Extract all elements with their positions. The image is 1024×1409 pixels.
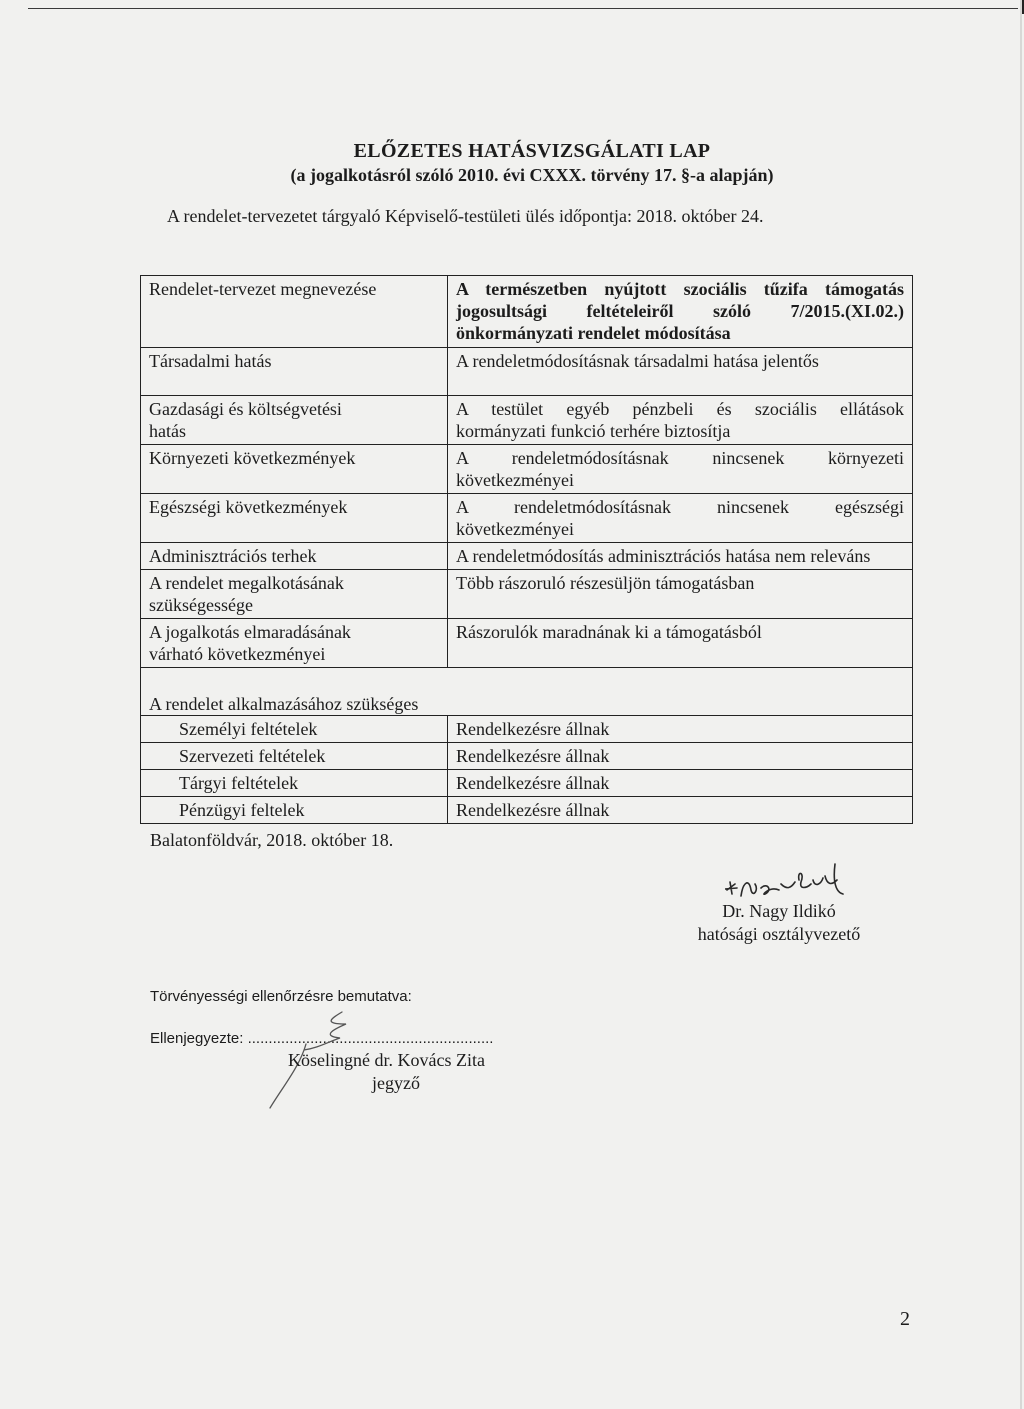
requirement-value: Rendelkezésre állnak (448, 743, 913, 770)
value-line: A testület egyéb pénzbeli és szociális ellátások (456, 399, 904, 419)
document-title: ELŐZETES HATÁSVIZSGÁLATI LAP (353, 140, 711, 162)
row-value: Rászorulók maradnának ki a támogatásból (448, 619, 913, 668)
table-row (141, 494, 913, 543)
value-line: kormányzati funkció terhére biztosítja (456, 421, 731, 441)
signer-title: hatósági osztályvezető (697, 924, 861, 944)
requirement-value: Rendelkezésre állnak (448, 716, 913, 743)
value-line: jogosultsági feltételeiről szóló 7/2015.(XI.02.) (456, 301, 904, 321)
table-row (141, 348, 913, 396)
label-line: A jogalkotás elmaradásának (149, 622, 351, 642)
row-label (141, 619, 448, 668)
row-label (141, 396, 448, 445)
table-row (141, 396, 913, 445)
requirement-label: Pénzügyi feltelek (141, 797, 448, 824)
document-subtitle: (a jogalkotásról szóló 2010. évi CXXX. törvény 17. §-a alapján) (290, 165, 774, 185)
legal-check-line: Törvényességi ellenőrzésre bemutatva: (150, 988, 412, 1005)
label-line: A rendelet megalkotásának (149, 573, 344, 593)
countersign-dots: ........................................................... (247, 1030, 494, 1047)
table-row (141, 743, 913, 770)
signer-name: Dr. Nagy Ildikó (722, 901, 836, 921)
row-label: Adminisztrációs terhek (141, 543, 448, 570)
row-label: Egészségi következmények (141, 494, 448, 543)
table-row (141, 543, 913, 570)
table-row (141, 276, 913, 348)
countersigner-title: jegyző (372, 1073, 420, 1093)
row-value (448, 494, 913, 543)
table-row (141, 716, 913, 743)
handwritten-signature-1 (725, 860, 855, 905)
meeting-date-line: A rendelet-tervezetet tárgyaló Képviselő-testületi ülés időpontja: 2018. október 24. (167, 206, 764, 226)
table-row (141, 445, 913, 494)
label-line: szükségessége (149, 595, 253, 615)
requirement-value: Rendelkezésre állnak (448, 797, 913, 824)
row-label: Rendelet-tervezet megnevezése (141, 276, 448, 348)
row-label (141, 570, 448, 619)
row-value: A rendeletmódosítás adminisztrációs hatása nem releváns (448, 543, 913, 570)
impact-assessment-table (140, 275, 913, 824)
row-label: Környezeti következmények (141, 445, 448, 494)
row-value: A rendeletmódosításnak társadalmi hatása jelentős (448, 348, 913, 396)
value-line: következményei (456, 470, 574, 490)
document-header (0, 140, 1024, 186)
value-line: következményei (456, 519, 574, 539)
place-and-date: Balatonföldvár, 2018. október 18. (150, 830, 394, 850)
page-number: 2 (900, 1308, 910, 1330)
requirement-value: Rendelkezésre állnak (448, 770, 913, 797)
table-row (141, 570, 913, 619)
requirement-label: Szervezeti feltételek (141, 743, 448, 770)
scan-border-top (28, 8, 1018, 9)
row-value-regulation-name (448, 276, 913, 348)
table-row (141, 619, 913, 668)
table-row (141, 668, 913, 716)
label-line: hatás (149, 421, 186, 441)
requirements-heading: A rendelet alkalmazásához szükséges (149, 694, 419, 714)
table-row (141, 797, 913, 824)
requirements-heading-cell (141, 668, 913, 716)
row-label: Társadalmi hatás (141, 348, 448, 396)
scan-border-right (1020, 0, 1022, 1409)
value-line: önkormányzati rendelet módosítása (456, 323, 731, 343)
value-line: A rendeletmódosításnak nincsenek környezeti (456, 448, 904, 468)
value-line: A rendeletmódosításnak nincsenek egészségi (456, 497, 904, 517)
requirement-label: Tárgyi feltételek (141, 770, 448, 797)
label-line: Gazdasági és költségvetési (149, 399, 342, 419)
row-value (448, 396, 913, 445)
row-value: Több rászoruló részesüljön támogatásban (448, 570, 913, 619)
countersign-label: Ellenjegyezte: (150, 1030, 248, 1047)
label-line: várható következményei (149, 644, 326, 664)
signer-block (684, 900, 874, 946)
value-line: A természetben nyújtott szociális tűzifa támogatás (456, 279, 904, 299)
row-value (448, 445, 913, 494)
requirement-label: Személyi feltételek (141, 716, 448, 743)
table-row (141, 770, 913, 797)
countersigner-name: Köselingné dr. Kovács Zita (288, 1050, 485, 1070)
